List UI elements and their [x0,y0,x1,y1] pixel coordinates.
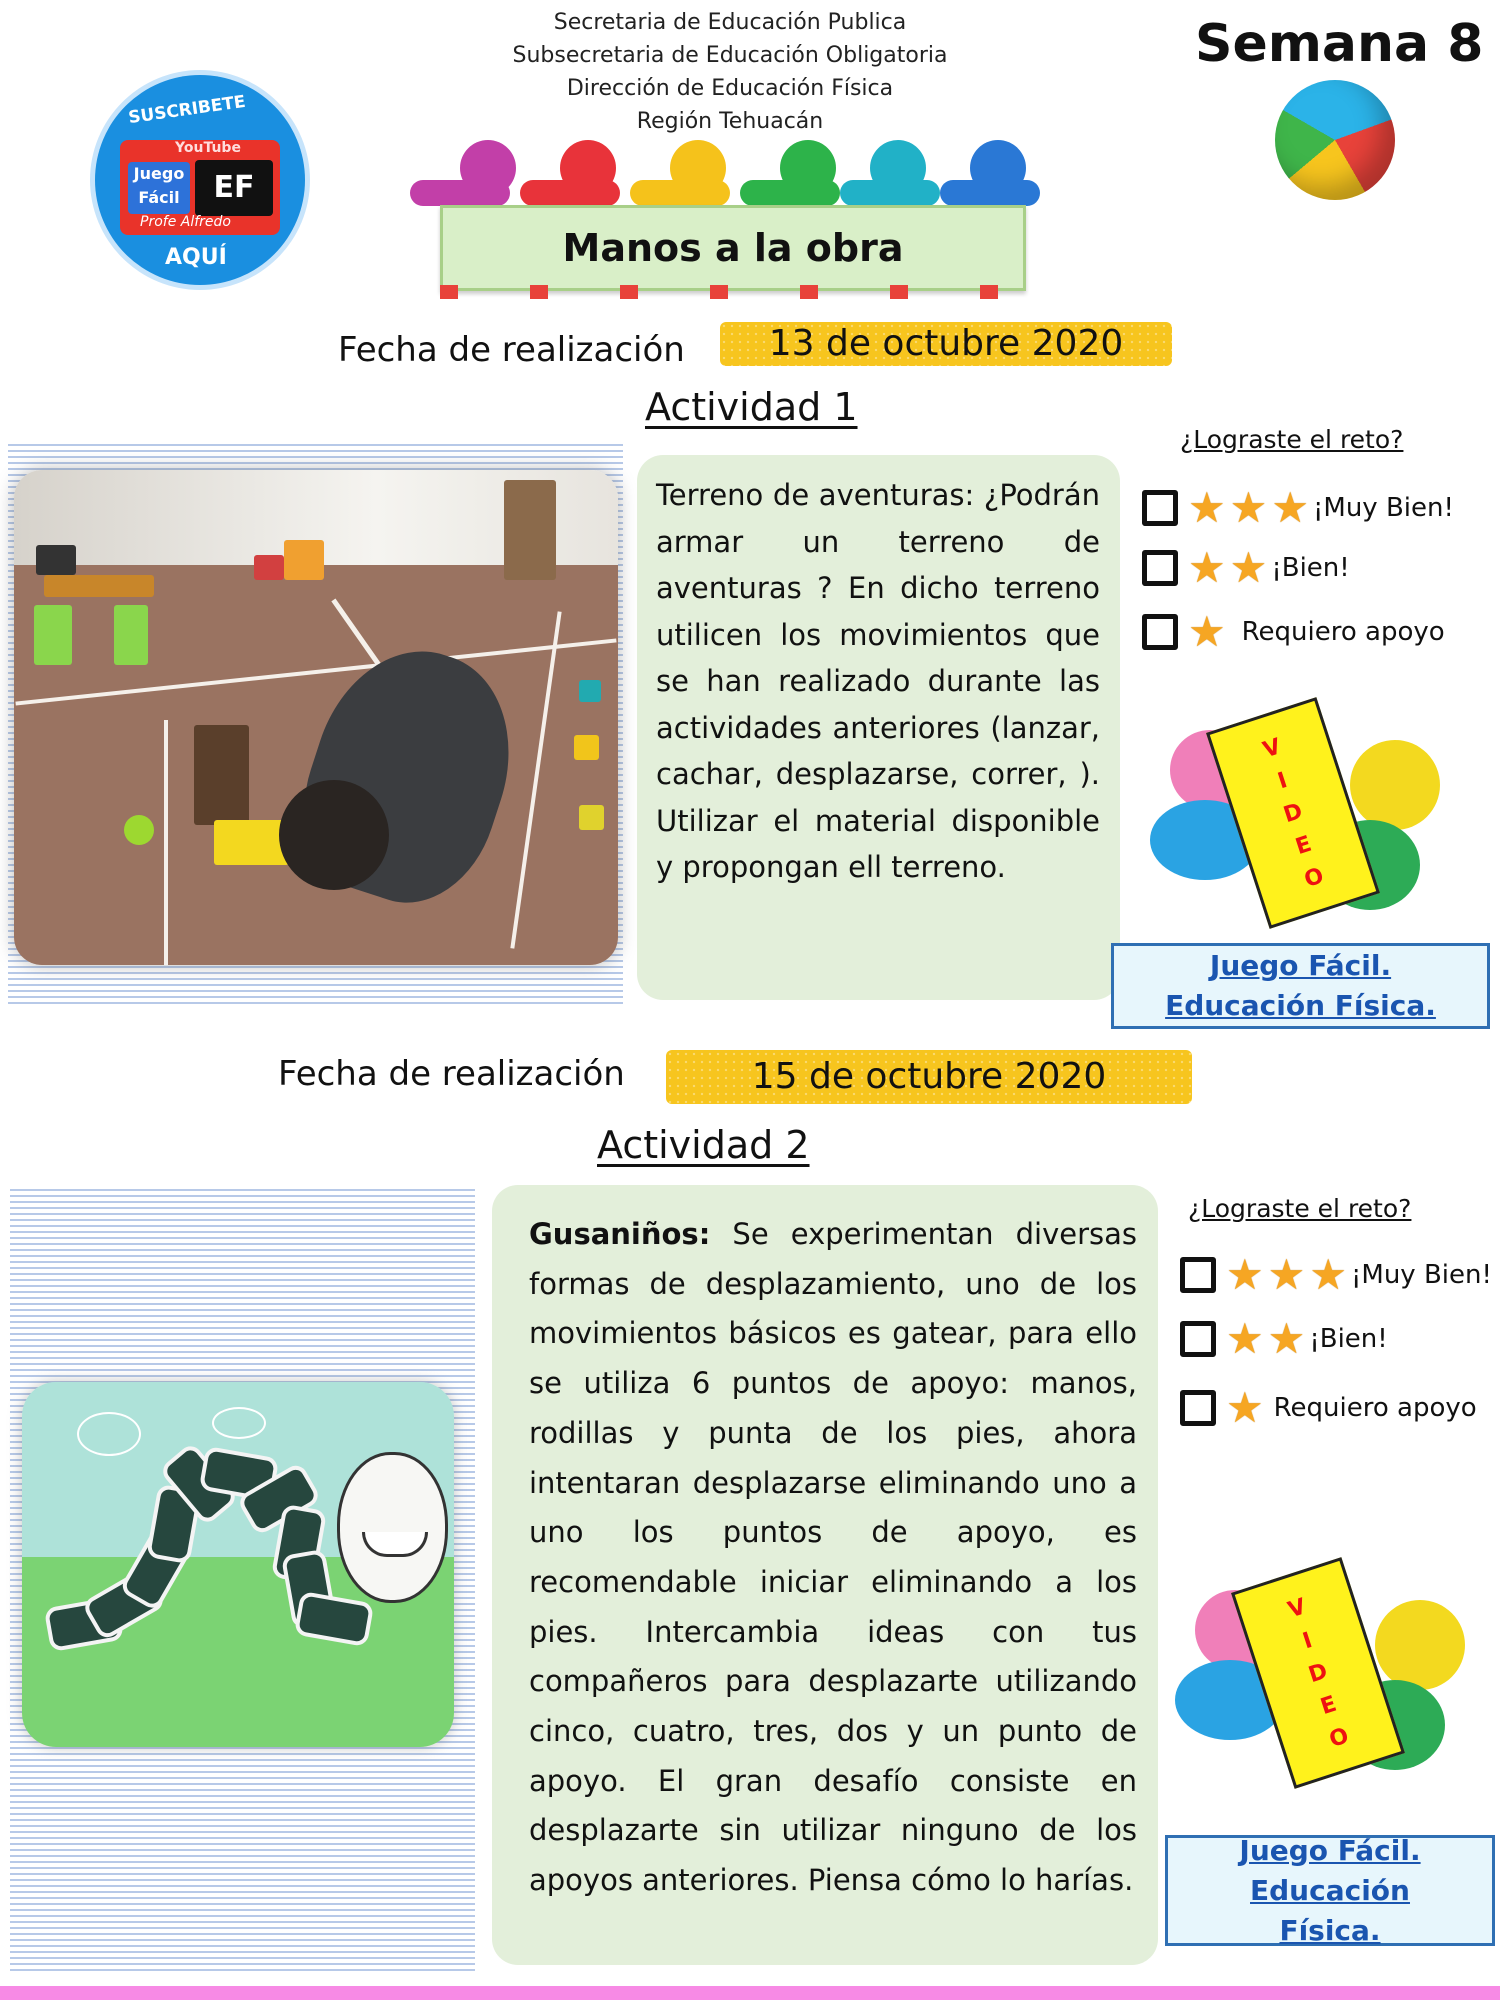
header-line-sep: Secretaria de Educación Publica [553,10,907,35]
star-icon: ★ [1226,1383,1264,1432]
star-icon: ★ [1188,607,1226,656]
bottom-color-bar [0,1986,1500,2000]
activity2-worm-illustration [22,1382,454,1747]
activity1-description: Terreno de aventuras: ¿Podrán armar un terreno de aventuras ? En dicho terreno utilicen los movimientos que se han realizado durante las actividades anteriores (lanzar, cachar, desplazarse, correr, ). Utilizar el material disponible y propongan ell terreno. [656,478,1100,884]
activity2-video-link[interactable]: Juego Fácil. Educación Física. [1239,1833,1421,1947]
badge-ef-logo: EF [195,160,273,216]
rating-label: Requiero apoyo [1273,1393,1477,1423]
star-icon: ★ [1267,1314,1306,1363]
checkbox[interactable] [1180,1257,1216,1293]
activity2-video-thumbnail[interactable] [1165,1560,1475,1790]
activity2-date-label: Fecha de realización [278,1054,625,1094]
header-line-direccion: Dirección de Educación Física [566,76,894,101]
star-icon: ★ [1229,543,1268,592]
activity2-title: Actividad 2 [597,1123,810,1167]
activity1-video-link[interactable]: Juego Fácil. Educación Física. [1165,949,1436,1022]
checkbox[interactable] [1142,550,1178,586]
activity1-title: Actividad 1 [645,385,858,429]
badge-aqui-text: AQUÍ [165,245,227,270]
activity2-rating-bien[interactable] [1180,1314,1388,1363]
badge-youtube-text: YouTube [175,140,241,156]
banner-feet-decoration [440,285,1020,299]
activity1-rating-apoyo[interactable] [1142,607,1445,656]
star-icon: ★ [1226,1250,1264,1299]
activity1-photo [14,470,618,965]
activity2-link-box [1165,1835,1495,1946]
star-icon: ★ [1229,483,1268,532]
activity2-description [529,1210,1137,1906]
activity1-date: 13 de octubre 2020 [720,322,1172,366]
badge-profe-text: Profe Alfredo [140,214,231,230]
week-title: Semana 8 [1195,14,1484,74]
banner-title: Manos a la obra [440,205,1026,291]
star-icon: ★ [1271,483,1309,532]
video-card [1206,697,1380,929]
activity2-rating-apoyo[interactable] [1180,1383,1477,1432]
activity2-rating-muy-bien[interactable] [1180,1250,1492,1299]
checkbox[interactable] [1142,490,1178,526]
star-icon: ★ [1309,1250,1347,1299]
activity1-rating-muy-bien[interactable] [1142,483,1454,532]
rating-label: ¡Muy Bien! [1350,1260,1492,1290]
star-icon: ★ [1188,543,1226,592]
activity2-keyword: Gusaniños: [529,1217,711,1251]
activity2-reto-label: ¿Lograste el reto? [1188,1194,1412,1223]
rating-label: ¡Bien! [1271,553,1350,583]
video-card [1231,1557,1405,1789]
checkbox[interactable] [1180,1390,1216,1426]
star-icon: ★ [1267,1250,1306,1299]
video-letters: V I D E O [1260,734,1327,893]
beach-ball-icon [1275,80,1395,200]
activity1-video-thumbnail[interactable] [1140,700,1450,930]
video-letters: V I D E O [1285,1594,1352,1753]
badge-subscribe-text: SUSCRIBETE [127,91,247,129]
checkbox[interactable] [1180,1321,1216,1357]
activity1-date-label: Fecha de realización [338,330,685,370]
activity1-link-box [1111,943,1490,1029]
rating-label: ¡Muy Bien! [1312,493,1454,523]
activity2-body: Se experimentan diversas formas de desplazamiento, uno de los movimientos básicos es gatear, para ello se utiliza 6 puntos de apoyo: manos, rodillas y punta de los pies, ahora intentaran desplazarse eliminando uno a uno los puntos de apoyo, es recomendable iniciar eliminando a los pies. Intercambia ideas con tus compañeros para desplazarte utilizando cinco, cuatro, tres, dos y un punto de apoyo. El gran desafío consiste en desplazarte sin utilizar ninguno de los apoyos anteriores. Piensa cómo lo harías. [529,1217,1137,1898]
header-line-subsecretaria: Subsecretaria de Educación Obligatoria [512,43,948,68]
rating-label: ¡Bien! [1309,1324,1388,1354]
activity1-rating-bien[interactable] [1142,543,1350,592]
star-icon: ★ [1188,483,1226,532]
activity1-reto-label: ¿Lograste el reto? [1180,425,1404,454]
header-line-region: Región Tehuacán [636,109,824,134]
header-institution [490,6,970,138]
activity2-date: 15 de octubre 2020 [666,1050,1192,1104]
rating-label: Requiero apoyo [1241,617,1445,647]
star-icon: ★ [1226,1314,1264,1363]
checkbox[interactable] [1142,614,1178,650]
badge-juego-text: Juego Fácil [128,162,190,214]
